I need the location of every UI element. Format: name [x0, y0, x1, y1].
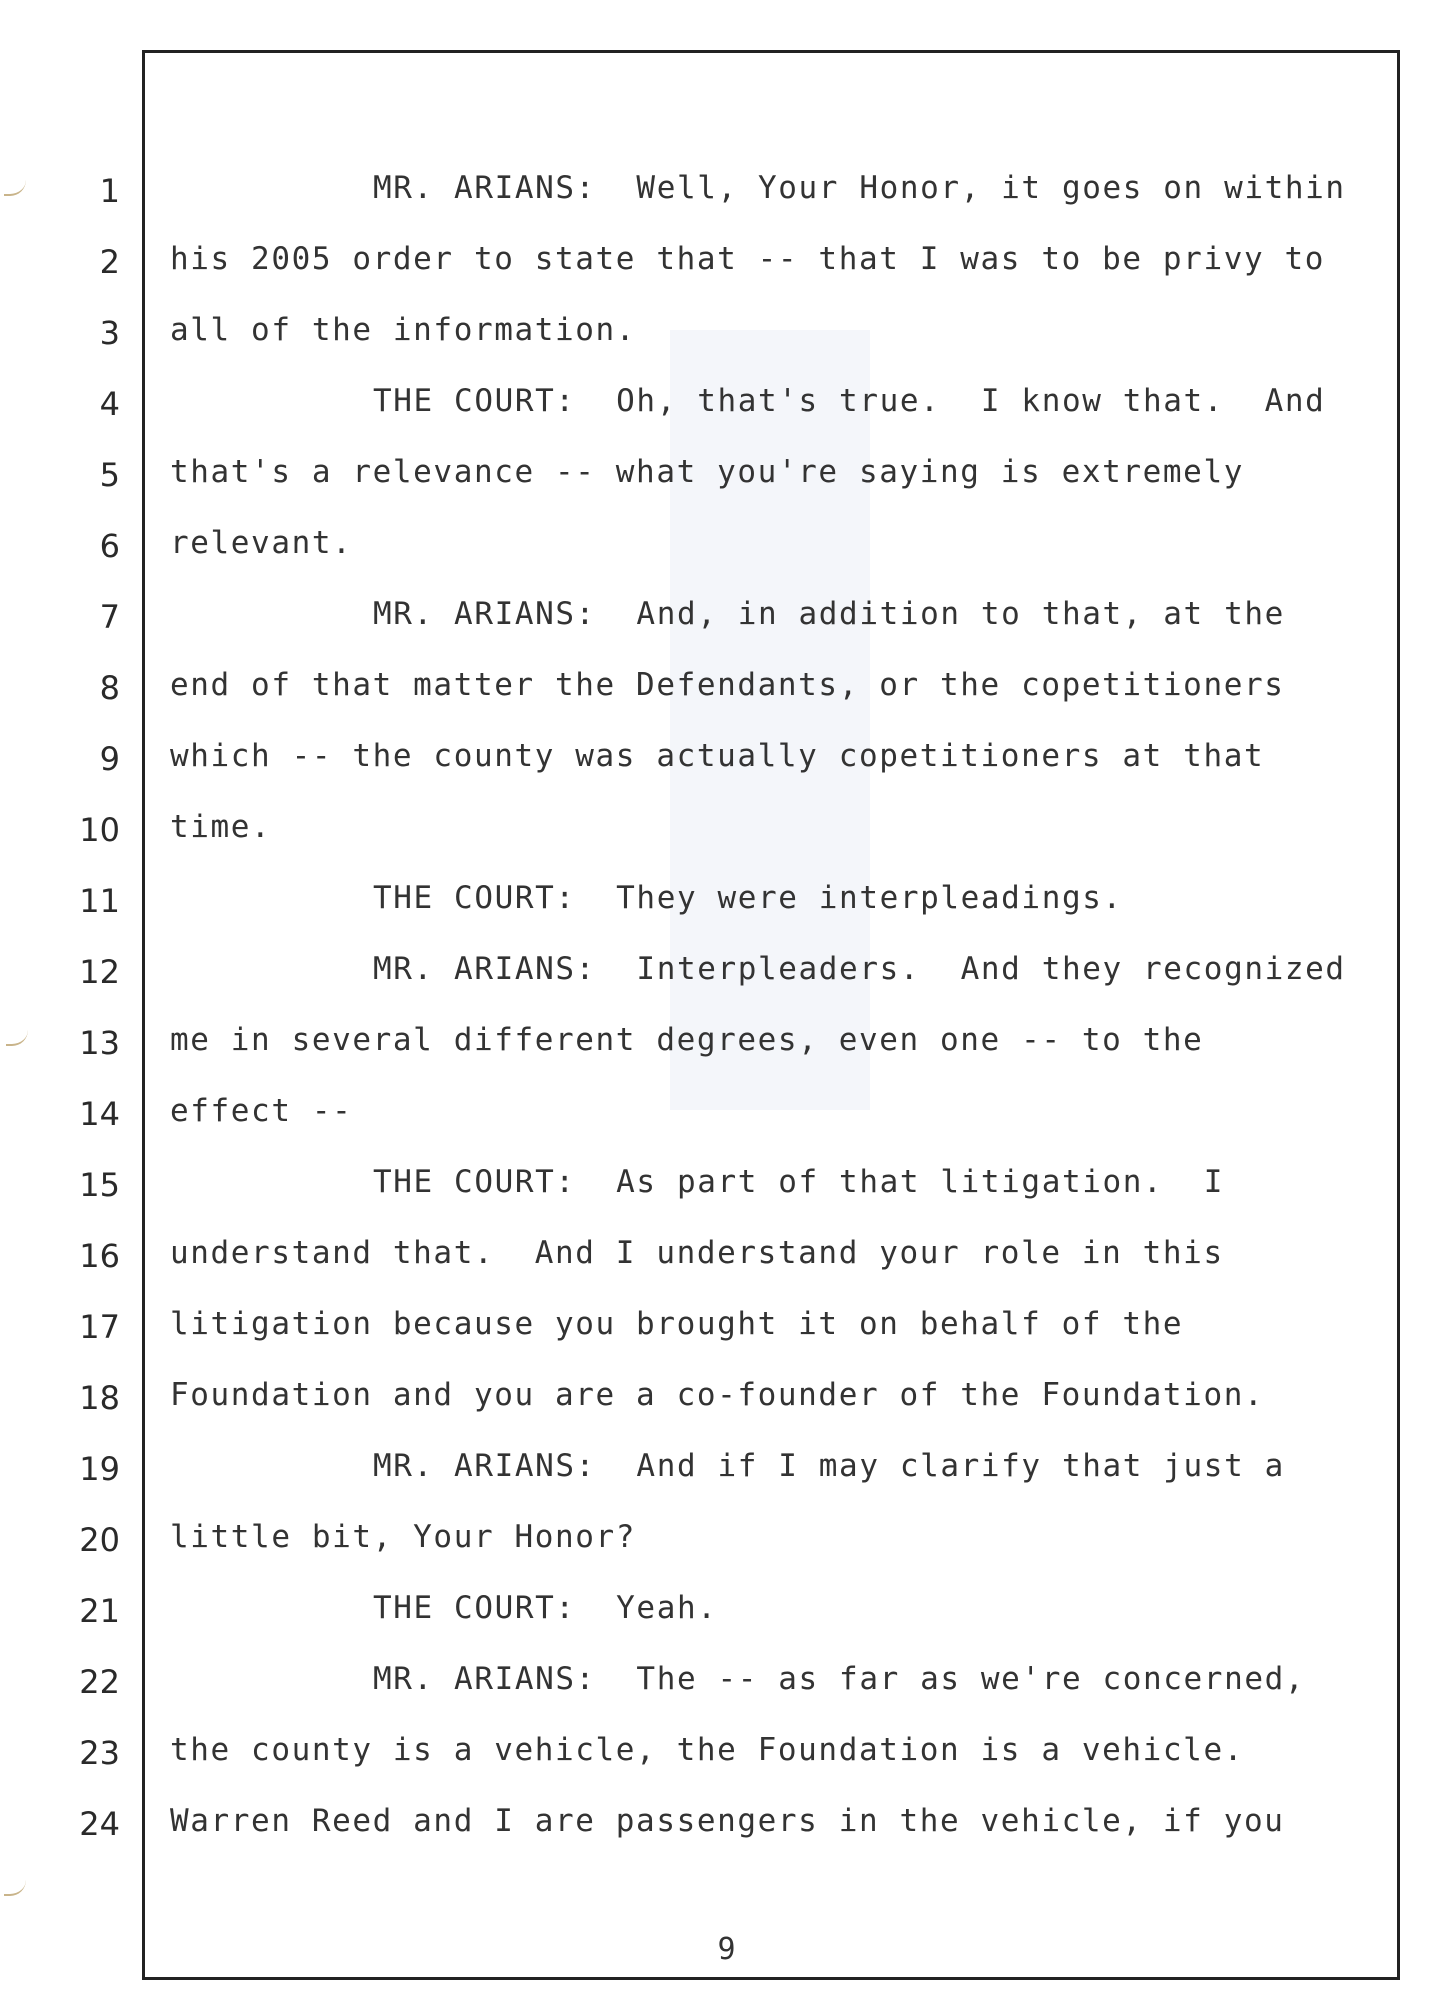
line-number: 17: [79, 1308, 120, 1346]
line-number: 12: [79, 953, 120, 991]
line-number: 14: [79, 1095, 120, 1133]
transcript-line: me in several different degrees, even one -- to the: [170, 1022, 1204, 1058]
transcript-line: THE COURT: Yeah.: [373, 1590, 718, 1626]
transcript-line: effect --: [170, 1093, 353, 1129]
line-number: 6: [99, 527, 120, 565]
line-number: 5: [99, 456, 120, 494]
transcript-line: his 2005 order to state that -- that I was to be privy to: [170, 241, 1326, 277]
line-number: 21: [79, 1592, 120, 1630]
margin-mark-3: [4, 1880, 26, 1896]
transcript-line: Foundation and you are a co-founder of the Foundation.: [170, 1377, 1265, 1413]
transcript-line: time.: [170, 809, 272, 845]
line-number: 24: [79, 1805, 120, 1843]
margin-mark-2: [6, 1030, 28, 1046]
transcript-line: the county is a vehicle, the Foundation is a vehicle.: [170, 1732, 1244, 1768]
transcript-line: little bit, Your Honor?: [170, 1519, 637, 1555]
margin-mark-1: [4, 180, 26, 196]
line-number: 9: [99, 740, 120, 778]
line-number: 18: [79, 1379, 120, 1417]
page-number: 9: [717, 1932, 736, 1967]
transcript-line: understand that. And I understand your role in this: [170, 1235, 1224, 1271]
transcript-line: litigation because you brought it on behalf of the: [170, 1306, 1184, 1342]
line-number: 8: [99, 669, 120, 707]
line-number: 3: [99, 314, 120, 352]
line-number: 23: [79, 1734, 120, 1772]
transcript-line: that's a relevance -- what you're saying is extremely: [170, 454, 1244, 490]
line-number: 1: [99, 172, 120, 210]
transcript-line: relevant.: [170, 525, 353, 561]
line-number: 20: [79, 1521, 120, 1559]
transcript-line: THE COURT: They were interpleadings.: [373, 880, 1123, 916]
line-number: 4: [99, 385, 120, 423]
transcript-line: Warren Reed and I are passengers in the vehicle, if you: [170, 1803, 1285, 1839]
line-number: 16: [79, 1237, 120, 1275]
line-number: 19: [79, 1450, 120, 1488]
line-number: 11: [79, 882, 120, 920]
transcript-line: which -- the county was actually copetitioners at that: [170, 738, 1265, 774]
transcript-line: MR. ARIANS: Interpleaders. And they recognized: [373, 951, 1346, 987]
transcript-line: MR. ARIANS: And if I may clarify that just a: [373, 1448, 1285, 1484]
line-number: 2: [99, 243, 120, 281]
transcript-line: MR. ARIANS: The -- as far as we're concerned,: [373, 1661, 1306, 1697]
line-number: 22: [79, 1663, 120, 1701]
transcript-line: MR. ARIANS: Well, Your Honor, it goes on within: [373, 170, 1346, 206]
line-number: 13: [79, 1024, 120, 1062]
line-number: 7: [99, 598, 120, 636]
transcript-line: all of the information.: [170, 312, 637, 348]
line-number: 15: [79, 1166, 120, 1204]
transcript-line: THE COURT: As part of that litigation. I: [373, 1164, 1225, 1200]
line-number: 10: [79, 811, 120, 849]
transcript-line: end of that matter the Defendants, or the copetitioners: [170, 667, 1285, 703]
transcript-line: THE COURT: Oh, that's true. I know that. And: [373, 383, 1326, 419]
transcript-line: MR. ARIANS: And, in addition to that, at the: [373, 596, 1285, 632]
